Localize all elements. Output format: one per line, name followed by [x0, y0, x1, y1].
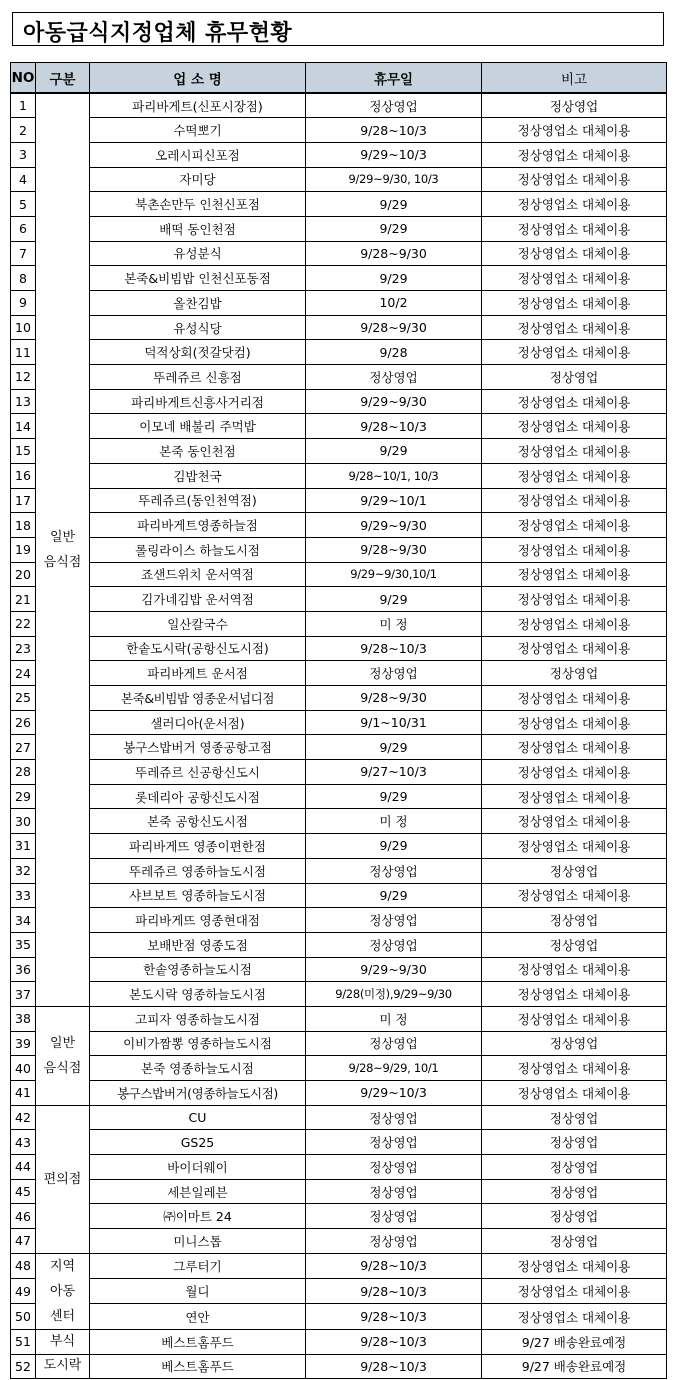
- store-name: 한솥도시락(공항신도시점): [90, 636, 306, 661]
- closed-days: 9/28~9/29, 10/1: [306, 1056, 482, 1081]
- note: 정상영업소 대체이용: [482, 463, 667, 488]
- table-row: [11, 439, 667, 464]
- table-row: [11, 365, 667, 390]
- note: 정상영업: [482, 1105, 667, 1130]
- note: 정상영업: [482, 858, 667, 883]
- row-no: 20: [11, 562, 36, 587]
- note: 정상영업: [482, 1229, 667, 1254]
- table-row: [11, 932, 667, 957]
- store-name: 파리바게뜨 영종이편한점: [90, 834, 306, 859]
- table-row: [11, 1279, 667, 1304]
- table-row: [11, 142, 667, 167]
- row-no: 32: [11, 858, 36, 883]
- note: 정상영업소 대체이용: [482, 1279, 667, 1304]
- store-name: 롤링라이스 하늘도시점: [90, 537, 306, 562]
- table-row: [11, 1179, 667, 1204]
- table-row: [11, 611, 667, 636]
- table-row: [11, 1329, 667, 1354]
- header-name: 업 소 명: [90, 63, 306, 94]
- closed-days: 9/29: [306, 834, 482, 859]
- note: 정상영업: [482, 661, 667, 686]
- closed-days: 정상영업: [306, 1179, 482, 1204]
- store-name: 한솥영종하늘도시점: [90, 957, 306, 982]
- row-no: 44: [11, 1155, 36, 1180]
- row-no: 21: [11, 587, 36, 612]
- closed-days: 정상영업: [306, 858, 482, 883]
- note: 정상영업소 대체이용: [482, 957, 667, 982]
- store-name: 배떡 동인천점: [90, 216, 306, 241]
- row-no: 19: [11, 537, 36, 562]
- store-name: 오레시피신포점: [90, 142, 306, 167]
- row-no: 6: [11, 216, 36, 241]
- store-name: 베스트홈푸드: [90, 1329, 306, 1354]
- store-name: 미니스톱: [90, 1229, 306, 1254]
- closed-days: 9/28~10/3: [306, 414, 482, 439]
- store-name: 롯데리아 공항신도시점: [90, 784, 306, 809]
- closed-days: 9/28~10/3: [306, 1304, 482, 1329]
- note: 정상영업소 대체이용: [482, 611, 667, 636]
- closed-days: 9/27~10/3: [306, 760, 482, 785]
- note: 정상영업소 대체이용: [482, 883, 667, 908]
- table-row: [11, 118, 667, 143]
- table-row: [11, 809, 667, 834]
- table-row: [11, 1056, 667, 1081]
- category-cell: 일반 음식점: [36, 1006, 90, 1105]
- row-no: 48: [11, 1253, 36, 1278]
- table-row: [11, 1229, 667, 1254]
- closed-days: 미 정: [306, 611, 482, 636]
- row-no: 9: [11, 291, 36, 316]
- title-box: [12, 12, 664, 46]
- note: 정상영업소 대체이용: [482, 735, 667, 760]
- closed-days: 9/28~10/1, 10/3: [306, 463, 482, 488]
- row-no: 2: [11, 118, 36, 143]
- closed-days: 정상영업: [306, 365, 482, 390]
- closed-days: 9/28~9/30: [306, 537, 482, 562]
- closed-days: 9/29: [306, 587, 482, 612]
- closed-days: 9/29~9/30: [306, 957, 482, 982]
- note: 정상영업: [482, 1031, 667, 1056]
- row-no: 1: [11, 93, 36, 118]
- closed-days: 정상영업: [306, 93, 482, 118]
- row-no: 24: [11, 661, 36, 686]
- row-no: 14: [11, 414, 36, 439]
- store-name: 연안: [90, 1304, 306, 1329]
- row-no: 52: [11, 1354, 36, 1379]
- closed-days: 9/29: [306, 735, 482, 760]
- table-row: [11, 784, 667, 809]
- closure-table: [10, 62, 667, 1379]
- note: 정상영업소 대체이용: [482, 340, 667, 365]
- store-name: 일산칼국수: [90, 611, 306, 636]
- note: 정상영업소 대체이용: [482, 1081, 667, 1106]
- closed-days: 미 정: [306, 809, 482, 834]
- closed-days: 정상영업: [306, 661, 482, 686]
- note: 정상영업소 대체이용: [482, 118, 667, 143]
- category-cell: 부식: [36, 1329, 90, 1354]
- closed-days: 9/28~9/30: [306, 241, 482, 266]
- table-row: [11, 834, 667, 859]
- store-name: 베스트홈푸드: [90, 1354, 306, 1379]
- note: 정상영업소 대체이용: [482, 1304, 667, 1329]
- table-body: [11, 93, 667, 1379]
- note: 정상영업소 대체이용: [482, 537, 667, 562]
- table-row: [11, 1204, 667, 1229]
- store-name: 올찬김밥: [90, 291, 306, 316]
- table-row: [11, 587, 667, 612]
- note: 정상영업소 대체이용: [482, 1253, 667, 1278]
- closed-days: 9/29~10/3: [306, 1081, 482, 1106]
- row-no: 45: [11, 1179, 36, 1204]
- row-no: 7: [11, 241, 36, 266]
- note: 정상영업소 대체이용: [482, 1056, 667, 1081]
- table-row: [11, 513, 667, 538]
- store-name: 수떡뽀기: [90, 118, 306, 143]
- note: 정상영업: [482, 1130, 667, 1155]
- table-row: [11, 661, 667, 686]
- note: 정상영업소 대체이용: [482, 291, 667, 316]
- table-row: [11, 1354, 667, 1379]
- store-name: 이모네 배불리 주먹밥: [90, 414, 306, 439]
- store-name: 고피자 영종하늘도시점: [90, 1006, 306, 1031]
- note: 정상영업소 대체이용: [482, 389, 667, 414]
- table-row: [11, 1155, 667, 1180]
- note: 정상영업소 대체이용: [482, 686, 667, 711]
- table-row: [11, 982, 667, 1007]
- row-no: 30: [11, 809, 36, 834]
- header-closed: 휴무일: [306, 63, 482, 94]
- table-row: [11, 883, 667, 908]
- header-category: 구분: [36, 63, 90, 94]
- closed-days: 9/28~10/3: [306, 1253, 482, 1278]
- store-name: 본도시락 영종하늘도시점: [90, 982, 306, 1007]
- store-name: 파리바게트 운서점: [90, 661, 306, 686]
- closed-days: 9/29~10/3: [306, 142, 482, 167]
- row-no: 13: [11, 389, 36, 414]
- note: 정상영업소 대체이용: [482, 266, 667, 291]
- note: 정상영업소 대체이용: [482, 167, 667, 192]
- table-row: [11, 192, 667, 217]
- closed-days: 정상영업: [306, 1130, 482, 1155]
- closed-days: 9/29: [306, 192, 482, 217]
- note: 정상영업소 대체이용: [482, 142, 667, 167]
- table-row: [11, 710, 667, 735]
- header-note: 비고: [482, 63, 667, 94]
- row-no: 25: [11, 686, 36, 711]
- note: 9/27 배송완료예정: [482, 1354, 667, 1379]
- row-no: 34: [11, 908, 36, 933]
- store-name: 본죽&비빔밥 인천신포동점: [90, 266, 306, 291]
- store-name: 김가네김밥 운서역점: [90, 587, 306, 612]
- closed-days: 정상영업: [306, 1155, 482, 1180]
- category-cell: 편의점: [36, 1105, 90, 1253]
- closed-days: 9/28~10/3: [306, 1279, 482, 1304]
- store-name: 유성식당: [90, 315, 306, 340]
- store-name: 봉구스밥버거(영종하늘도시점): [90, 1081, 306, 1106]
- page-title: 아동급식지정업체 휴무현황: [23, 21, 293, 46]
- note: 정상영업: [482, 93, 667, 118]
- store-name: 본죽 동인천점: [90, 439, 306, 464]
- table-row: [11, 858, 667, 883]
- store-name: 본죽 공항신도시점: [90, 809, 306, 834]
- row-no: 27: [11, 735, 36, 760]
- row-no: 15: [11, 439, 36, 464]
- note: 정상영업: [482, 1155, 667, 1180]
- row-no: 28: [11, 760, 36, 785]
- note: 정상영업소 대체이용: [482, 834, 667, 859]
- note: 정상영업소 대체이용: [482, 784, 667, 809]
- store-name: 자미당: [90, 167, 306, 192]
- row-no: 31: [11, 834, 36, 859]
- row-no: 5: [11, 192, 36, 217]
- note: 정상영업소 대체이용: [482, 488, 667, 513]
- store-name: 북촌손만두 인천신포점: [90, 192, 306, 217]
- row-no: 33: [11, 883, 36, 908]
- note: 정상영업소 대체이용: [482, 241, 667, 266]
- row-no: 40: [11, 1056, 36, 1081]
- store-name: 파리바게트영종하늘점: [90, 513, 306, 538]
- note: 정상영업소 대체이용: [482, 439, 667, 464]
- store-name: 세븐일레븐: [90, 1179, 306, 1204]
- row-no: 23: [11, 636, 36, 661]
- row-no: 36: [11, 957, 36, 982]
- closed-days: 9/28~10/3: [306, 636, 482, 661]
- row-no: 43: [11, 1130, 36, 1155]
- note: 정상영업소 대체이용: [482, 710, 667, 735]
- category-cell: 도시락: [36, 1354, 90, 1379]
- closed-days: 9/29~10/1: [306, 488, 482, 513]
- row-no: 42: [11, 1105, 36, 1130]
- closed-days: 9/29~9/30: [306, 389, 482, 414]
- row-no: 47: [11, 1229, 36, 1254]
- row-no: 49: [11, 1279, 36, 1304]
- note: 정상영업: [482, 908, 667, 933]
- table-row: [11, 686, 667, 711]
- table-row: [11, 1031, 667, 1056]
- row-no: 16: [11, 463, 36, 488]
- closed-days: 9/28(미정),9/29~9/30: [306, 982, 482, 1007]
- store-name: 월디: [90, 1279, 306, 1304]
- note: 정상영업: [482, 1179, 667, 1204]
- row-no: 4: [11, 167, 36, 192]
- table-row: [11, 216, 667, 241]
- closed-days: 정상영업: [306, 908, 482, 933]
- row-no: 50: [11, 1304, 36, 1329]
- table-row: [11, 1304, 667, 1329]
- note: 정상영업소 대체이용: [482, 192, 667, 217]
- table-row: [11, 735, 667, 760]
- closed-days: 9/29~9/30, 10/3: [306, 167, 482, 192]
- category-cell: 일반 음식점: [36, 93, 90, 1006]
- row-no: 17: [11, 488, 36, 513]
- closed-days: 정상영업: [306, 1229, 482, 1254]
- closed-days: 정상영업: [306, 1031, 482, 1056]
- closed-days: 9/28~10/3: [306, 1354, 482, 1379]
- row-no: 22: [11, 611, 36, 636]
- note: 9/27 배송완료예정: [482, 1329, 667, 1354]
- row-no: 3: [11, 142, 36, 167]
- table-row: [11, 414, 667, 439]
- store-name: CU: [90, 1105, 306, 1130]
- closed-days: 정상영업: [306, 932, 482, 957]
- closed-days: 10/2: [306, 291, 482, 316]
- closed-days: 9/29: [306, 883, 482, 908]
- table-row: [11, 266, 667, 291]
- table-row: [11, 957, 667, 982]
- table-row: [11, 1105, 667, 1130]
- header-row: [11, 63, 667, 94]
- table-row: [11, 562, 667, 587]
- closed-days: 9/28~10/3: [306, 1329, 482, 1354]
- table-row: [11, 463, 667, 488]
- store-name: 유성분식: [90, 241, 306, 266]
- category-cell: 지역 아동 센터: [36, 1253, 90, 1329]
- store-name: 뚜레쥬르 영종하늘도시점: [90, 858, 306, 883]
- store-name: 이비가짬뽕 영종하늘도시점: [90, 1031, 306, 1056]
- table-row: [11, 908, 667, 933]
- row-no: 10: [11, 315, 36, 340]
- closed-days: 9/29~9/30: [306, 513, 482, 538]
- store-name: 뚜레쥬르 신공항신도시: [90, 760, 306, 785]
- closed-days: 9/29: [306, 216, 482, 241]
- store-name: 파리바게트신흥사거리점: [90, 389, 306, 414]
- note: 정상영업소 대체이용: [482, 414, 667, 439]
- store-name: 본죽 영종하늘도시점: [90, 1056, 306, 1081]
- store-name: 바이더웨이: [90, 1155, 306, 1180]
- row-no: 18: [11, 513, 36, 538]
- table-row: [11, 1130, 667, 1155]
- row-no: 8: [11, 266, 36, 291]
- closed-days: 9/28~9/30: [306, 315, 482, 340]
- store-name: 덕적상회(젓갈닷컴): [90, 340, 306, 365]
- table-row: [11, 167, 667, 192]
- note: 정상영업소 대체이용: [482, 636, 667, 661]
- store-name: 죠샌드위치 운서역점: [90, 562, 306, 587]
- store-name: 파리바게트(신포시장점): [90, 93, 306, 118]
- closed-days: 9/29: [306, 784, 482, 809]
- table-row: [11, 488, 667, 513]
- header-no: NO: [11, 63, 36, 94]
- row-no: 37: [11, 982, 36, 1007]
- note: 정상영업: [482, 1204, 667, 1229]
- store-name: 본죽&비빔밥 영종운서넙디점: [90, 686, 306, 711]
- note: 정상영업: [482, 365, 667, 390]
- note: 정상영업소 대체이용: [482, 513, 667, 538]
- table-row: [11, 636, 667, 661]
- closed-days: 정상영업: [306, 1105, 482, 1130]
- note: 정상영업소 대체이용: [482, 562, 667, 587]
- store-name: 파리바게뜨 영종현대점: [90, 908, 306, 933]
- store-name: 샤브보트 영종하늘도시점: [90, 883, 306, 908]
- closed-days: 9/29: [306, 439, 482, 464]
- table-row: [11, 241, 667, 266]
- note: 정상영업소 대체이용: [482, 760, 667, 785]
- row-no: 41: [11, 1081, 36, 1106]
- closed-days: 9/29~9/30,10/1: [306, 562, 482, 587]
- row-no: 26: [11, 710, 36, 735]
- closed-days: 정상영업: [306, 1204, 482, 1229]
- closed-days: 9/28~9/30: [306, 686, 482, 711]
- table-row: [11, 340, 667, 365]
- closed-days: 9/29: [306, 266, 482, 291]
- closed-days: 9/28~10/3: [306, 118, 482, 143]
- store-name: ㈜이마트 24: [90, 1204, 306, 1229]
- row-no: 29: [11, 784, 36, 809]
- row-no: 38: [11, 1006, 36, 1031]
- row-no: 39: [11, 1031, 36, 1056]
- store-name: 뚜레쥬르 신흥점: [90, 365, 306, 390]
- note: 정상영업: [482, 932, 667, 957]
- table-row: [11, 93, 667, 118]
- store-name: 김밥천국: [90, 463, 306, 488]
- row-no: 11: [11, 340, 36, 365]
- note: 정상영업소 대체이용: [482, 1006, 667, 1031]
- row-no: 46: [11, 1204, 36, 1229]
- note: 정상영업소 대체이용: [482, 982, 667, 1007]
- row-no: 12: [11, 365, 36, 390]
- store-name: 샐러디아(운서점): [90, 710, 306, 735]
- row-no: 51: [11, 1329, 36, 1354]
- store-name: GS25: [90, 1130, 306, 1155]
- store-name: 보배반점 영종도점: [90, 932, 306, 957]
- store-name: 그루터기: [90, 1253, 306, 1278]
- table-row: [11, 1006, 667, 1031]
- table-row: [11, 537, 667, 562]
- closed-days: 9/1~10/31: [306, 710, 482, 735]
- table-row: [11, 1081, 667, 1106]
- closed-days: 미 정: [306, 1006, 482, 1031]
- table-row: [11, 291, 667, 316]
- note: 정상영업소 대체이용: [482, 587, 667, 612]
- store-name: 봉구스밥버거 영종공항고점: [90, 735, 306, 760]
- row-no: 35: [11, 932, 36, 957]
- note: 정상영업소 대체이용: [482, 809, 667, 834]
- table-row: [11, 315, 667, 340]
- table-row: [11, 760, 667, 785]
- table-row: [11, 1253, 667, 1278]
- note: 정상영업소 대체이용: [482, 315, 667, 340]
- closed-days: 9/28: [306, 340, 482, 365]
- store-name: 뚜레쥬르(동인천역점): [90, 488, 306, 513]
- table-row: [11, 389, 667, 414]
- note: 정상영업소 대체이용: [482, 216, 667, 241]
